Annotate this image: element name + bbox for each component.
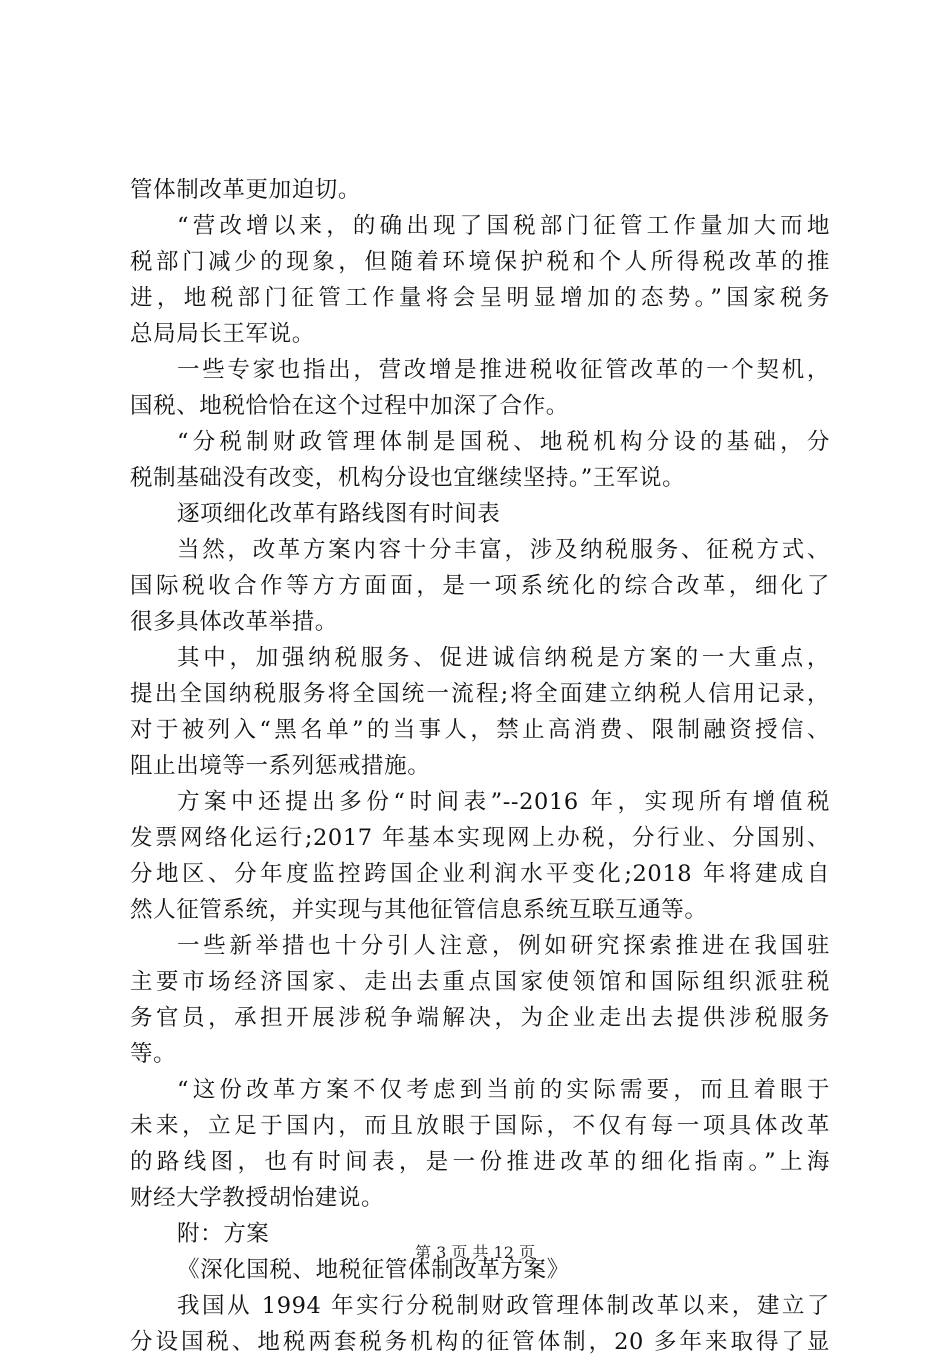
text-line: 的路线图，也有时间表，是一份推进改革的细化指南。”上海 bbox=[130, 1149, 830, 1175]
text-line: 未来，立足于国内，而且放眼于国际，不仅有每一项具体改革 bbox=[130, 1113, 830, 1139]
text-line: 逐项细化改革有路线图有时间表 bbox=[177, 501, 501, 527]
text-line: 税部门减少的现象，但随着环境保护税和个人所得税改革的推 bbox=[130, 249, 830, 275]
text-line: 当然，改革方案内容十分丰富，涉及纳税服务、征税方式、 bbox=[177, 537, 830, 563]
text-line: 一些新举措也十分引人注意，例如研究探索推进在我国驻 bbox=[177, 933, 830, 959]
text-line: 总局局长王军说。 bbox=[130, 321, 315, 347]
text-line: 务官员，承担开展涉税争端解决，为企业走出去提供涉税服务 bbox=[130, 1005, 830, 1031]
text-line: 方案中还提出多份“时间表”--2016 年，实现所有增值税 bbox=[177, 789, 830, 815]
text-line: 附：方案 bbox=[177, 1221, 270, 1247]
text-line: 很多具体改革举措。 bbox=[130, 609, 338, 635]
text-line: 税制基础没有改变，机构分设也宜继续坚持。”王军说。 bbox=[130, 465, 686, 491]
text-line: 分地区、分年度监控跨国企业利润水平变化;2018 年将建成自 bbox=[130, 861, 830, 887]
text-line: 然人征管系统，并实现与其他征管信息系统互联互通等。 bbox=[130, 897, 708, 923]
text-line: 一些专家也指出，营改增是推进税收征管改革的一个契机， bbox=[177, 357, 830, 383]
text-line: 我国从 1994 年实行分税制财政管理体制改革以来，建立了 bbox=[177, 1293, 830, 1319]
page-footer: 第 3 页 共 12 页 bbox=[415, 1243, 535, 1262]
text-line: 国税、地税恰恰在这个过程中加深了合作。 bbox=[130, 393, 569, 419]
text-line: 发票网络化运行;2017 年基本实现网上办税，分行业、分国别、 bbox=[130, 825, 830, 851]
text-line: “营改增以来，的确出现了国税部门征管工作量加大而地 bbox=[177, 213, 830, 239]
text-line: 国际税收合作等方方面面，是一项系统化的综合改革，细化了 bbox=[130, 573, 830, 599]
text-line: 对于被列入“黑名单”的当事人，禁止高消费、限制融资授信、 bbox=[130, 717, 830, 743]
text-line: 分设国税、地税两套税务机构的征管体制，20 多年来取得了显 bbox=[130, 1329, 830, 1355]
text-line: 其中，加强纳税服务、促进诚信纳税是方案的一大重点， bbox=[177, 645, 830, 671]
text-line: “分税制财政管理体制是国税、地税机构分设的基础，分 bbox=[177, 429, 830, 455]
text-line: 管体制改革更加迫切。 bbox=[130, 177, 362, 203]
document-body bbox=[130, 172, 830, 1360]
text-line: 等。 bbox=[130, 1041, 177, 1067]
text-line: 财经大学教授胡怡建说。 bbox=[130, 1185, 385, 1211]
text-line: 提出全国纳税服务将全国统一流程;将全面建立纳税人信用记录， bbox=[130, 681, 830, 707]
text-line: 阻止出境等一系列惩戒措施。 bbox=[130, 753, 431, 779]
text-line: 进，地税部门征管工作量将会呈明显增加的态势。”国家税务 bbox=[130, 285, 830, 311]
text-line: 《深化国税、地税征管体制改革方案》 bbox=[177, 1257, 570, 1283]
text-line: “这份改革方案不仅考虑到当前的实际需要，而且着眼于 bbox=[177, 1077, 830, 1103]
text-line: 主要市场经济国家、走出去重点国家使领馆和国际组织派驻税 bbox=[130, 969, 830, 995]
